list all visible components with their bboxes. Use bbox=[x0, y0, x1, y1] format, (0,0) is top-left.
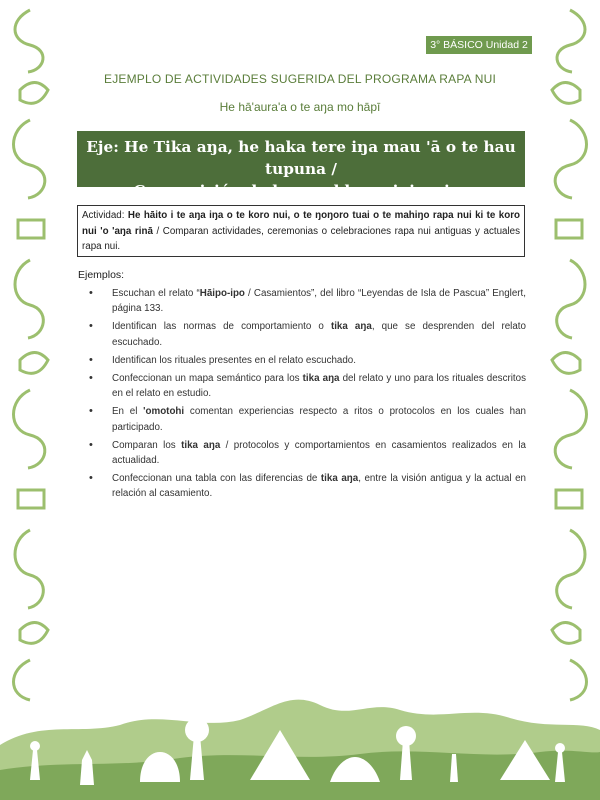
list-item bbox=[78, 353, 526, 368]
right-decorative-border bbox=[540, 0, 600, 720]
activity-label: Actividad: bbox=[82, 210, 128, 221]
list-item-text: Identifican las normas de comportamiento o bbox=[112, 321, 331, 333]
page-subtitle: He hā'aura'a o te aŋa mo hāpī bbox=[219, 100, 381, 114]
list-item-text: En el bbox=[112, 406, 144, 418]
activity-rapanui-text: He hāito i te aŋa iŋa o te koro nui, o te ŋoŋoro tuai o te mahiŋo rapa nui ki te koro nui 'o 'aŋa rinā bbox=[82, 210, 521, 237]
list-item-text: Confeccionan un mapa semántico para los bbox=[112, 373, 303, 385]
list-item bbox=[78, 319, 526, 349]
activity-spanish-text: / Comparan actividades, ceremonias o celebraciones rapa nui antiguas y actuales rapa nui. bbox=[82, 225, 520, 252]
list-item-term: tika aŋa bbox=[320, 473, 359, 485]
eje-heading-box bbox=[77, 131, 525, 200]
list-item-text: Confeccionan una tabla con las diferencias de bbox=[112, 473, 321, 485]
list-item-term: tika aŋa bbox=[302, 373, 340, 385]
activity-box bbox=[77, 205, 525, 257]
list-item bbox=[78, 404, 526, 434]
list-item bbox=[78, 371, 526, 401]
examples-list bbox=[78, 286, 526, 505]
list-item-text: comentan experiencias respecto a ritos o protocolos en los cuales han participado. bbox=[112, 406, 526, 433]
landscape-silhouette-illustration bbox=[0, 650, 600, 800]
list-item-text: Escuchan el relato “ bbox=[112, 288, 200, 299]
list-item-text: Identifican los rituales presentes en el relato escuchado. bbox=[112, 354, 356, 366]
eje-heading-line1: Eje: He Tika aŋa, he haka tere iŋa mau 'ā o te hau tupuna / bbox=[86, 138, 516, 178]
eje-heading-line2: Cosmovisión de los pueblos originarios bbox=[133, 182, 469, 200]
list-item-term: tika aŋa bbox=[330, 321, 372, 333]
list-item bbox=[78, 471, 526, 501]
list-item-text: / protocolos y comportamientos en casamientos realizados en la actualidad. bbox=[112, 439, 526, 467]
list-item-term: tika aŋa bbox=[181, 439, 221, 451]
list-item-text: , entre la visión antigua y la actual en relación al casamiento. bbox=[112, 473, 526, 500]
list-item-term: Hāipo-ipo bbox=[199, 288, 245, 299]
list-item bbox=[78, 286, 526, 316]
list-item-text: , que se desprenden del relato escuchado. bbox=[112, 321, 526, 348]
list-item-text: Comparan los bbox=[112, 439, 182, 451]
program-title: EJEMPLO DE ACTIVIDADES SUGERIDA DEL PROGRAMA RAPA NUI bbox=[103, 72, 497, 86]
left-decorative-border bbox=[0, 0, 60, 720]
examples-heading: Ejemplos: bbox=[78, 269, 125, 281]
list-item-text: del relato y uno para los rituales descritos en el relato en estudio. bbox=[112, 373, 526, 400]
grade-unit-badge: 3° BÁSICO Unidad 2 bbox=[426, 36, 532, 54]
list-item-term: 'omotohi bbox=[143, 406, 185, 418]
list-item bbox=[78, 438, 526, 468]
list-item-text: / Casamientos”, del libro “Leyendas de Isla de Pascua” Englert, página 133. bbox=[112, 288, 526, 315]
